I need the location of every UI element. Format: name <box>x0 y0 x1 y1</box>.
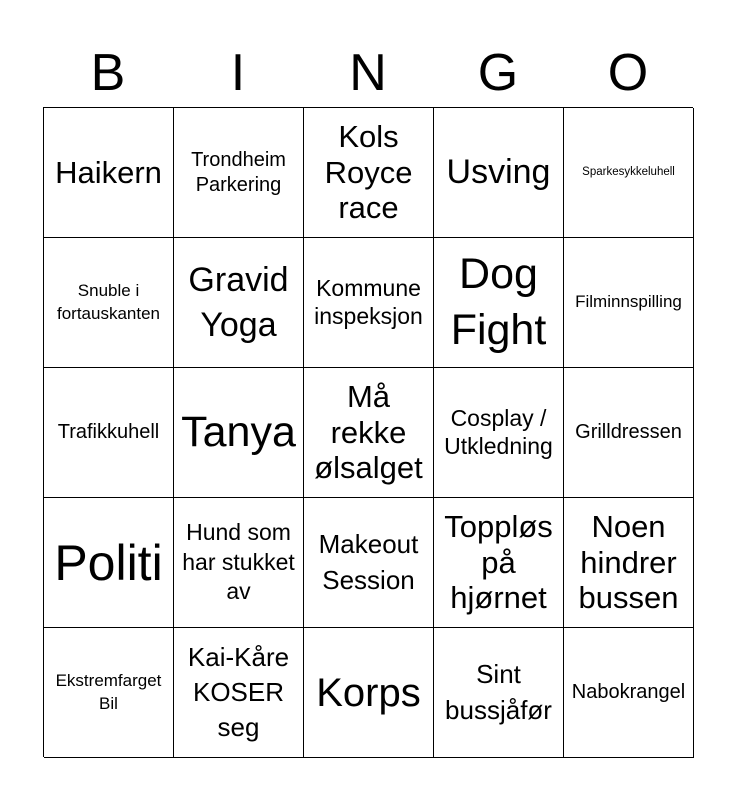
cell-text: Må rekke ølsalget <box>314 379 423 486</box>
bingo-grid <box>43 107 693 757</box>
cell-text: Hund som har stukket av <box>182 518 295 605</box>
bingo-cell[interactable] <box>44 628 174 758</box>
bingo-cell[interactable] <box>44 238 174 368</box>
cell-text: Gravid Yoga <box>188 261 289 344</box>
bingo-cell[interactable] <box>564 628 694 758</box>
cell-text: Politi <box>54 534 163 591</box>
bingo-cell[interactable] <box>564 238 694 368</box>
cell-text: Kommune inspeksjon <box>314 274 423 329</box>
cell-text: Tanya <box>181 408 296 456</box>
bingo-cell[interactable] <box>434 238 564 368</box>
bingo-cell[interactable] <box>304 368 434 498</box>
bingo-cell[interactable] <box>564 368 694 498</box>
bingo-cell[interactable] <box>304 498 434 628</box>
bingo-cell[interactable] <box>304 238 434 368</box>
bingo-cell[interactable] <box>434 498 564 628</box>
cell-text: Sparkesykkeluhell <box>582 165 675 178</box>
cell-text: Filminnspilling <box>575 292 682 312</box>
cell-text: Sint bussjåfør <box>445 659 552 725</box>
cell-text: Trondheim Parkering <box>191 148 286 196</box>
bingo-cell[interactable] <box>174 108 304 238</box>
cell-text: Dog Fight <box>450 249 547 354</box>
bingo-cell[interactable] <box>174 238 304 368</box>
header-letter-o: O <box>607 44 649 102</box>
bingo-cell[interactable] <box>564 498 694 628</box>
bingo-cell[interactable] <box>564 108 694 238</box>
cell-text: Usving <box>446 153 551 192</box>
cell-text: Nabokrangel <box>571 681 686 703</box>
cell-text: Grilldressen <box>575 421 682 443</box>
cell-text: Toppløs på hjørnet <box>444 509 553 616</box>
bingo-cell[interactable] <box>174 368 304 498</box>
bingo-cell[interactable] <box>174 498 304 628</box>
bingo-cell[interactable] <box>44 368 174 498</box>
header-letter-n: N <box>349 44 387 102</box>
cell-text: Trafikkuhell <box>57 421 160 443</box>
cell-text: Ekstremfarget Bil <box>55 671 162 713</box>
header-letter-i: I <box>230 44 246 102</box>
bingo-cell[interactable] <box>44 498 174 628</box>
header-letter-g: G <box>477 44 519 102</box>
bingo-cell[interactable] <box>304 628 434 758</box>
cell-text: Korps <box>316 670 421 715</box>
cell-text: Haikern <box>55 154 162 190</box>
cell-text: Cosplay / Utkledning <box>444 404 553 459</box>
cell-text: Noen hindrer bussen <box>578 509 679 616</box>
bingo-cell[interactable] <box>434 368 564 498</box>
bingo-cell[interactable] <box>304 108 434 238</box>
bingo-cell[interactable] <box>434 108 564 238</box>
bingo-cell[interactable] <box>434 628 564 758</box>
bingo-header <box>43 40 693 106</box>
cell-text: Snuble i fortauskanten <box>56 281 160 323</box>
bingo-cell[interactable] <box>44 108 174 238</box>
bingo-cell[interactable] <box>174 628 304 758</box>
cell-text: Kai-Kåre KOSER seg <box>187 641 290 743</box>
cell-text: Kols Royce race <box>324 119 413 226</box>
header-letter-b: B <box>90 44 126 102</box>
cell-text: Makeout Session <box>318 529 419 595</box>
